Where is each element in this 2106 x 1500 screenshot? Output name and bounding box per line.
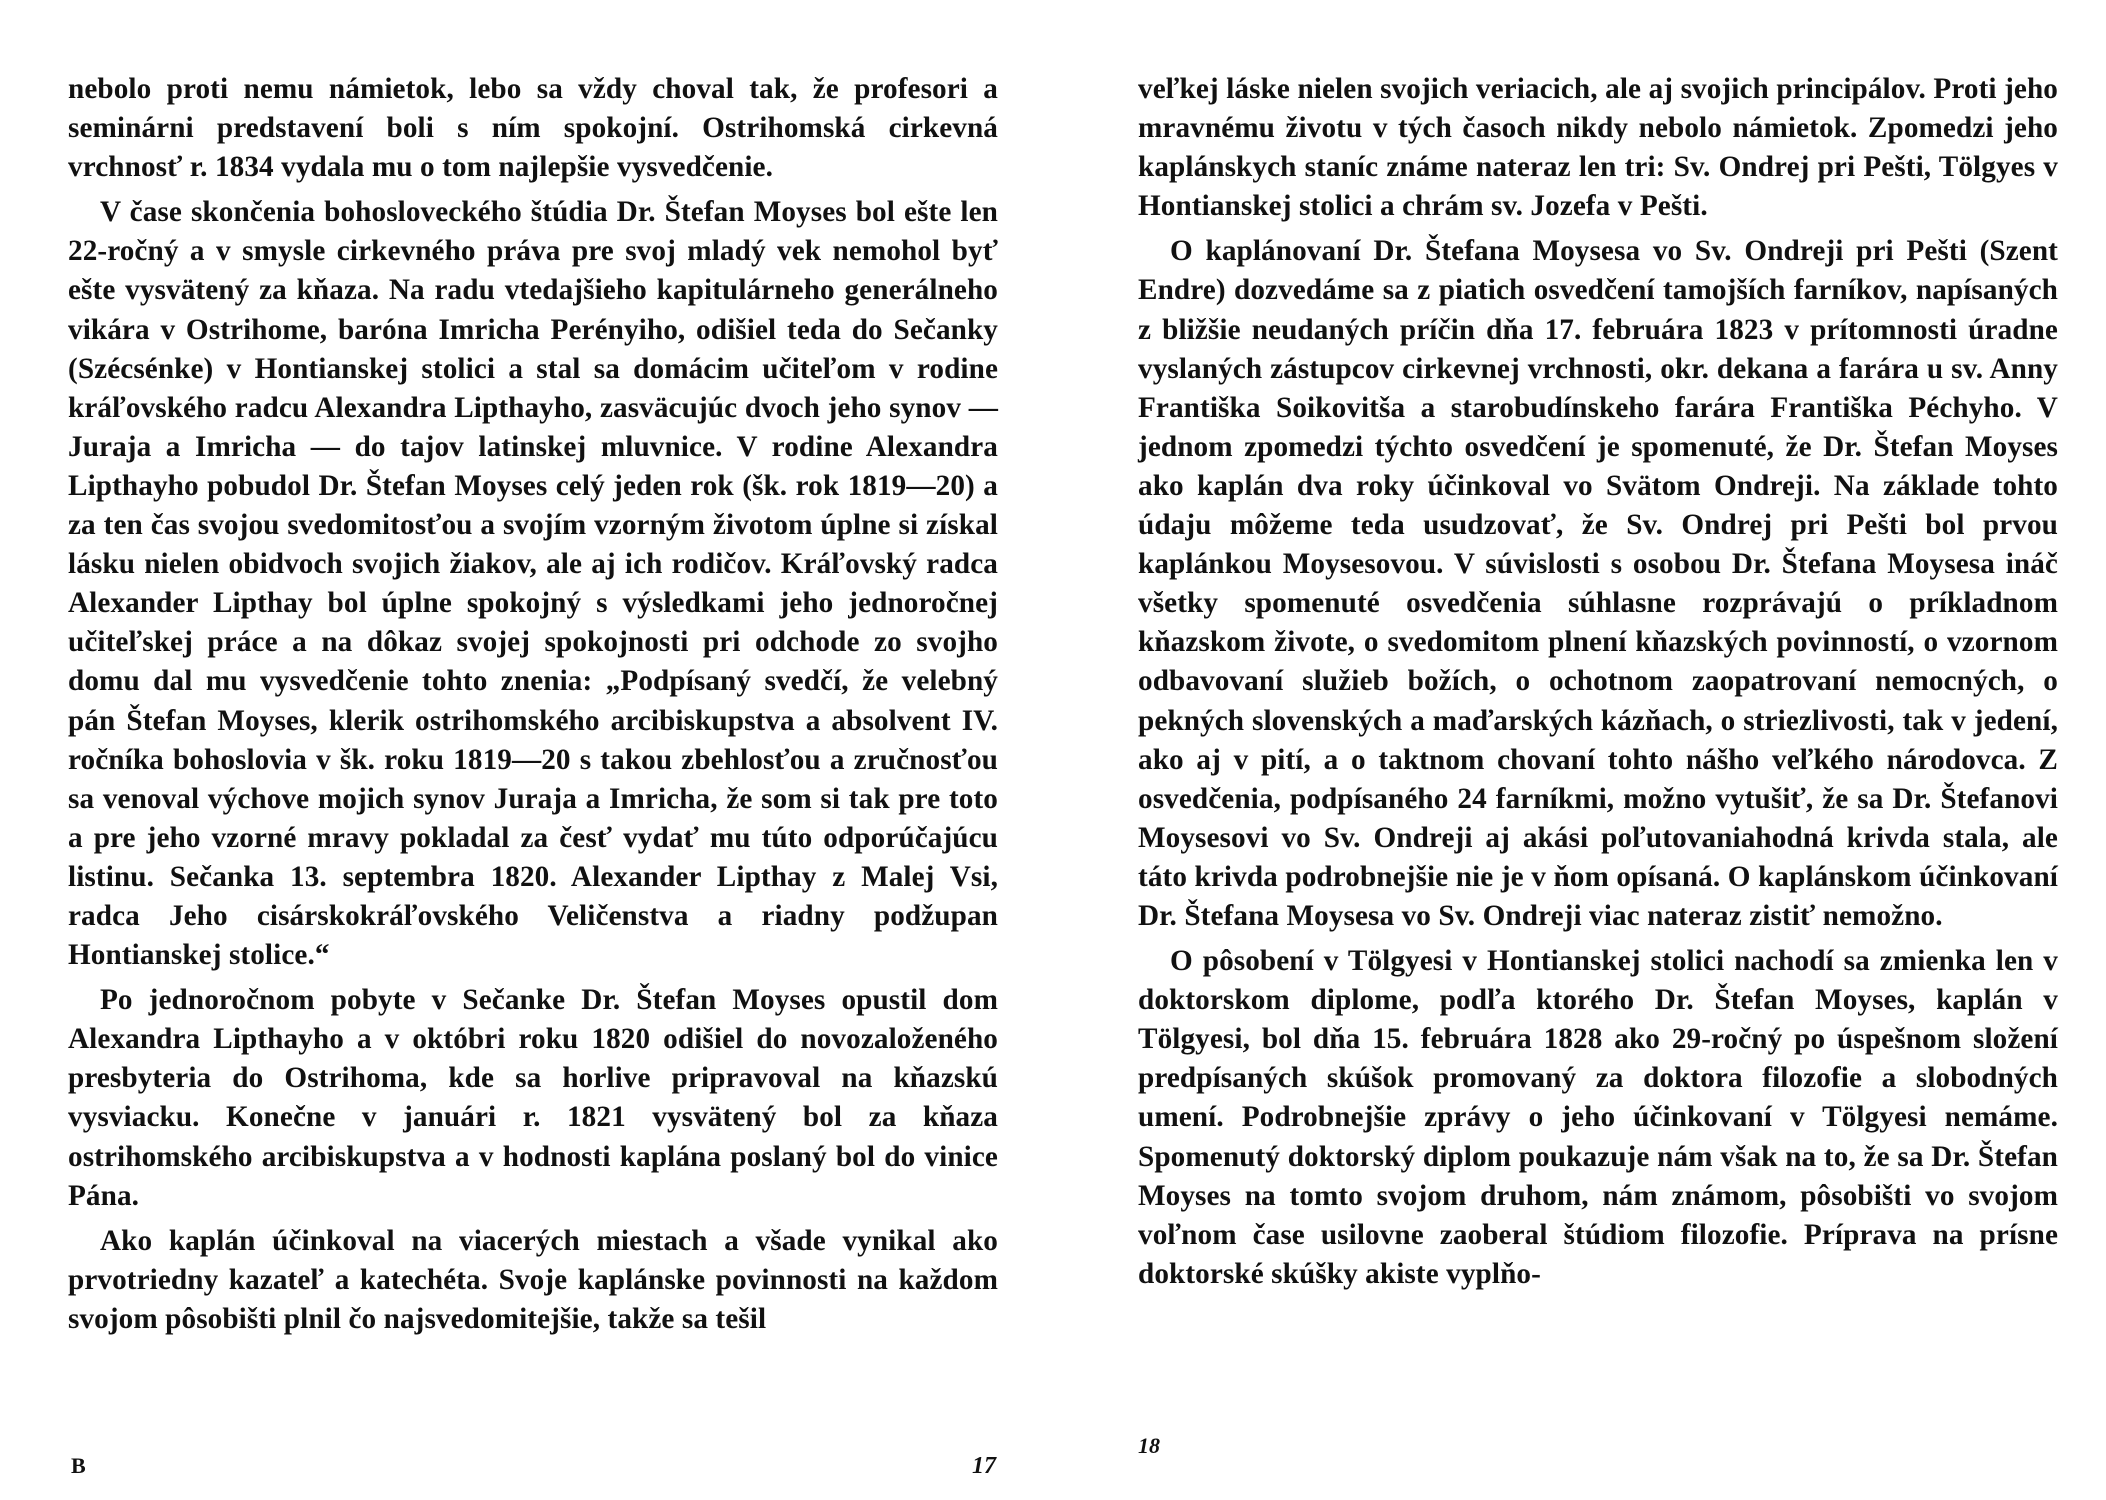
page-number-left: 17: [972, 1453, 996, 1479]
right-paragraph-3: O pôsobení v Tölgyesi v Hontianskej stolici nachodí sa zmienka len v doktorskom diplome, podľa ktorého Dr. Štefan Moyses, kaplán v Tölgyesi, bol dňa 15. februára 1828 ako 29-ročný po úspešnom složení predpísaných skúšok promovaný za doktora filozofie a slobodných umení. Podrobnejšie zprávy o jeho účinkovaní v Tölgyesi nemáme. Spomenutý doktorský diplom poukazuje nám však na to, že sa Dr. Štefan Moyses na tomto svojom druhom, nám známom, pôsobišti vo svojom voľnom čase usilovne zaoberal štúdiom filozofie. Príprava na prísne doktorské skúšky akiste vyplňo-: [1138, 945, 2058, 1290]
right-page: [1138, 70, 2058, 1490]
signature-mark: B: [71, 1453, 86, 1478]
right-paragraph-1: veľkej láske nielen svojich veriacich, ale aj svojich principálov. Proti jeho mravnému životu v tých časoch nikdy nebolo námietok. Zpomedzi jeho kaplánskych staníc známe nateraz len tri: Sv. Ondrej pri Pešti, Tölgyes v Hontianskej stolici a chrám sv. Jozefa v Pešti.: [1138, 73, 2058, 223]
right-paragraph-2: O kaplánovaní Dr. Štefana Moysesa vo Sv. Ondreji pri Pešti (Szent Endre) dozvedáme sa z piatich osvedčení tamojších farníkov, napísaných z bližšie neudaných príčin dňa 17. februára 1823 v prítomnosti úradne vyslaných zástupcov cirkevnej vrchnosti, okr. dekana a farára u sv. Anny Františka Soikovitša a starobudínskeho farára Františka Péchyho. V jednom zpomedzi týchto osvedčení je spomenuté, že Dr. Štefan Moyses ako kaplán dva roky účinkoval vo Svätom Ondreji. Na základe tohto údaju môžeme teda usudzovať, že Sv. Ondrej pri Pešti bol prvou kaplánkou Moysesovou. V súvislosti s osobou Dr. Štefana Moysesa ináč všetky spomenuté osvedčenia súhlasne rozprávajú o príkladnom kňazskom živote, o svedomitom plnení kňazských povinností, o vzornom odbavovaní služieb božích, o ochotnom zaopatrovaní nemocných, o pekných slovenských a maďarských kázňach, o striezlivosti, tak v jedení, ako aj v pití, a o taktnom chovaní tohto nášho veľkého národovca. Z osvedčenia, podpísaného 24 farníkmi, možno vytušiť, že sa Dr. Štefanovi Moysesovi vo Sv. Ondreji aj akási poľutovaniahodná krivda stala, ale táto krivda podrobnejšie nie je v ňom opísaná. O kaplánskom účinkovaní Dr. Štefana Moysesa vo Sv. Ondreji viac nateraz zistiť nemožno.: [1138, 235, 2058, 932]
left-paragraph-3: Po jednoročnom pobyte v Sečanke Dr. Štefan Moyses opustil dom Alexandra Lipthayho a v októbri roku 1820 odišiel do novozaloženého presbyteria do Ostrihoma, kde sa horlive pripravoval na kňazskú vysviacku. Konečne v januári r. 1821 vysvätený bol za kňaza ostrihomského arcibiskupstva a v hodnosti kaplána poslaný bol do vinice Pána.: [68, 984, 998, 1212]
right-page-text: [1138, 70, 2058, 1294]
page-number-right: 18: [1138, 1433, 1160, 1458]
left-paragraph-4: Ako kaplán účinkoval na viacerých miestach a všade vynikal ako prvotriedny kazateľ a katechéta. Svoje kaplánske povinnosti na každom svojom pôsobišti plnil čo najsvedomitejšie, takže sa tešil: [68, 1224, 998, 1335]
left-paragraph-2: V čase skončenia bohosloveckého štúdia Dr. Štefan Moyses bol ešte len 22-ročný a v smysle cirkevného práva pre svoj mladý vek nemohol byť ešte vysvätený za kňaza. Na radu vtedajšieho kapitulárneho generálneho vikára v Ostrihome, baróna Imricha Perényiho, odišiel teda do Sečanky (Szécsénke) v Hontianskej stolici a stal sa domácim učiteľom v rodine kráľovského radcu Alexandra Lipthayho, zasväcujúc dvoch jeho synov — Juraja a Imricha — do tajov latinskej mluvnice. V rodine Alexandra Lipthayho pobudol Dr. Štefan Moyses celý jeden rok (šk. rok 1819—20) a za ten čas svojou svedomitosťou a svojím vzorným životom úplne si získal lásku nielen obidvoch svojich žiakov, ale aj ich rodičov. Kráľovský radca Alexander Lipthay bol úplne spokojný s výsledkami jeho jednoročnej učiteľskej práce a na dôkaz svojej spokojnosti pri odchode zo svojho domu dal mu vysvedčenie tohto znenia: „Podpísaný svedčí, že velebný pán Štefan Moyses, klerik ostrihomského arcibiskupstva a absolvent IV. ročníka bohoslovia v šk. roku 1819—20 s takou zbehlosťou a zručnosťou sa venoval výchove mojich synov Juraja a Imricha, že som si tak pre toto a pre jeho vzorné mravy pokladal za česť vydať mu túto odporúčajúcu listinu. Sečanka 13. septembra 1820. Alexander Lipthay z Malej Vsi, radca Jeho cisárskokráľovského Veličenstva a riadny podžupan Hontianskej stolice.“: [68, 196, 998, 972]
left-page: [68, 70, 998, 1490]
left-paragraph-1: nebolo proti nemu námietok, lebo sa vždy choval tak, že profesori a seminárni predstavení boli s ním spokojní. Ostrihomská cirkevná vrchnosť r. 1834 vydala mu o tom najlepšie vysvedčenie.: [68, 73, 998, 184]
left-page-text: [68, 70, 998, 1339]
